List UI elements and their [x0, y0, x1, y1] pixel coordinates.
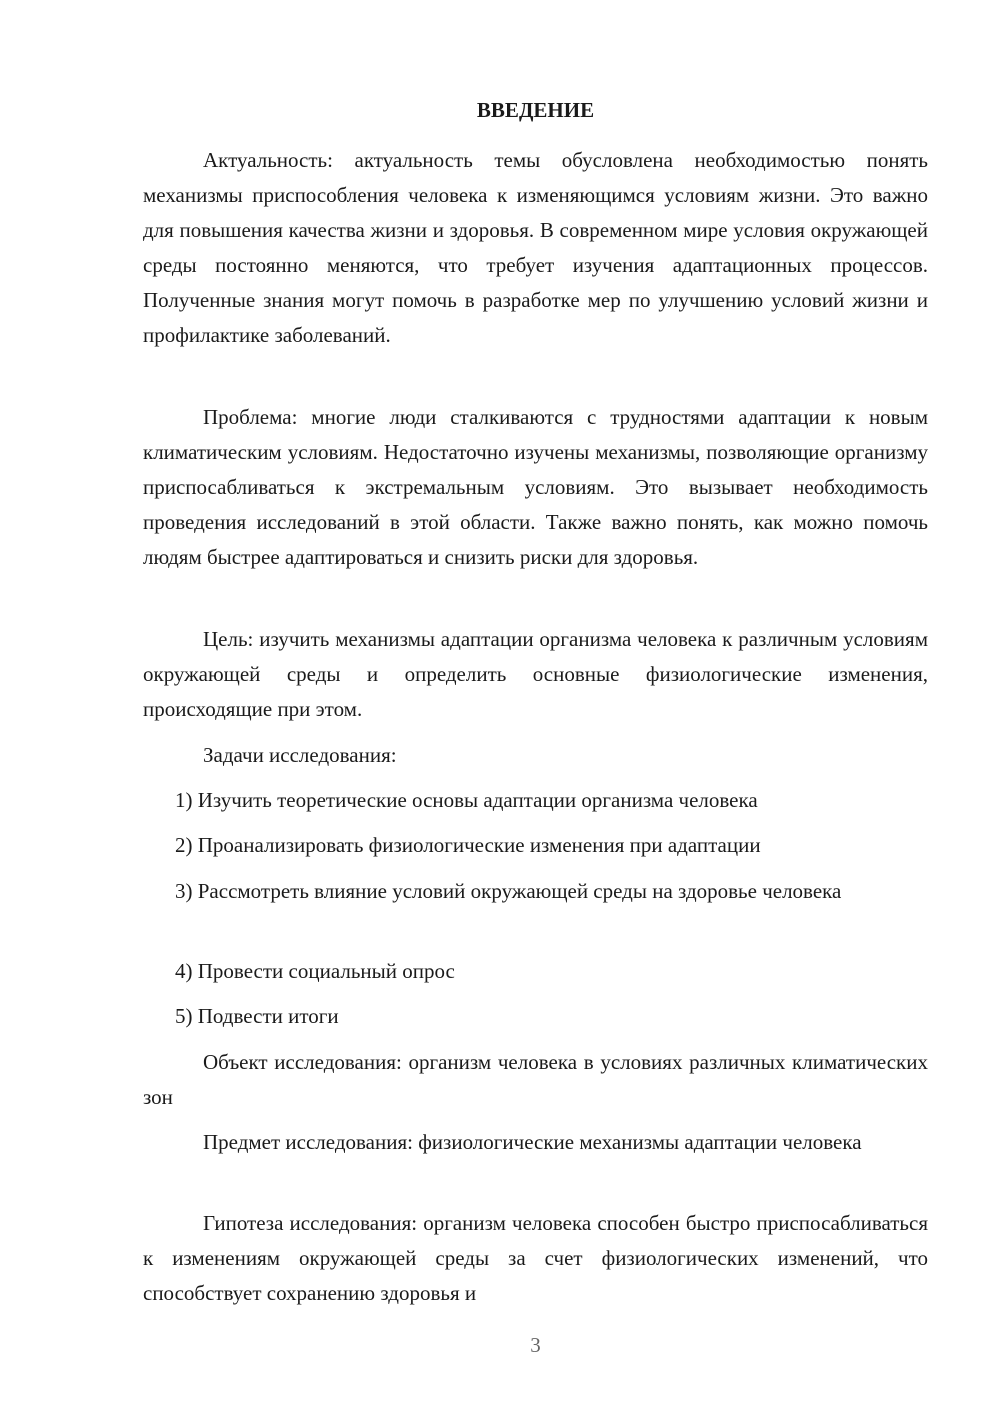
task-item: 4) Провести социальный опрос — [175, 959, 455, 983]
problem-paragraph: Проблема: многие люди сталкиваются с трудностями адаптации к новым климатическим условиям. Недостаточно изучены механизмы, позволяющие организму приспосабливаться к экстремальным условиям. Это вызывает необходимость проведения исследований в этой области. Также важно понять, как можно помочь людям быстрее адаптироваться и снизить риски для здоровья. — [143, 405, 928, 569]
goal-paragraph: Цель: изучить механизмы адаптации организма человека к различным условиям окружающей среды и определить основные физиологические изменения, происходящие при этом. — [143, 627, 928, 721]
hypothesis-paragraph: Гипотеза исследования: организм человека способен быстро приспосабливаться к изменениям окружающей среды за счет физиологических изменений, что способствует сохранению здоровья и — [143, 1211, 928, 1305]
task-item: 1) Изучить теоретические основы адаптации организма человека — [175, 788, 758, 812]
object-paragraph: Объект исследования: организм человека в условиях различных климатических зон — [143, 1050, 928, 1109]
task-item: 5) Подвести итоги — [175, 1004, 339, 1028]
relevance-paragraph: Актуальность: актуальность темы обусловлена необходимостью понять механизмы приспособления человека к изменяющимся условиям жизни. Это важно для повышения качества жизни и здоровья. В современном мире условия окружающей среды постоянно меняются, что требует изучения адаптационных процессов. Полученные знания могут помочь в разработке мер по улучшению условий жизни и профилактике заболеваний. — [143, 148, 928, 347]
subject-paragraph: Предмет исследования: физиологические механизмы адаптации человека — [203, 1130, 862, 1154]
task-item: 3) Рассмотреть влияние условий окружающей среды на здоровье человека — [175, 879, 842, 903]
task-item: 2) Проанализировать физиологические изменения при адаптации — [175, 833, 761, 857]
page-title: ВВЕДЕНИЕ — [476, 98, 595, 122]
tasks-heading: Задачи исследования: — [203, 743, 397, 767]
page-number: 3 — [530, 1333, 541, 1357]
